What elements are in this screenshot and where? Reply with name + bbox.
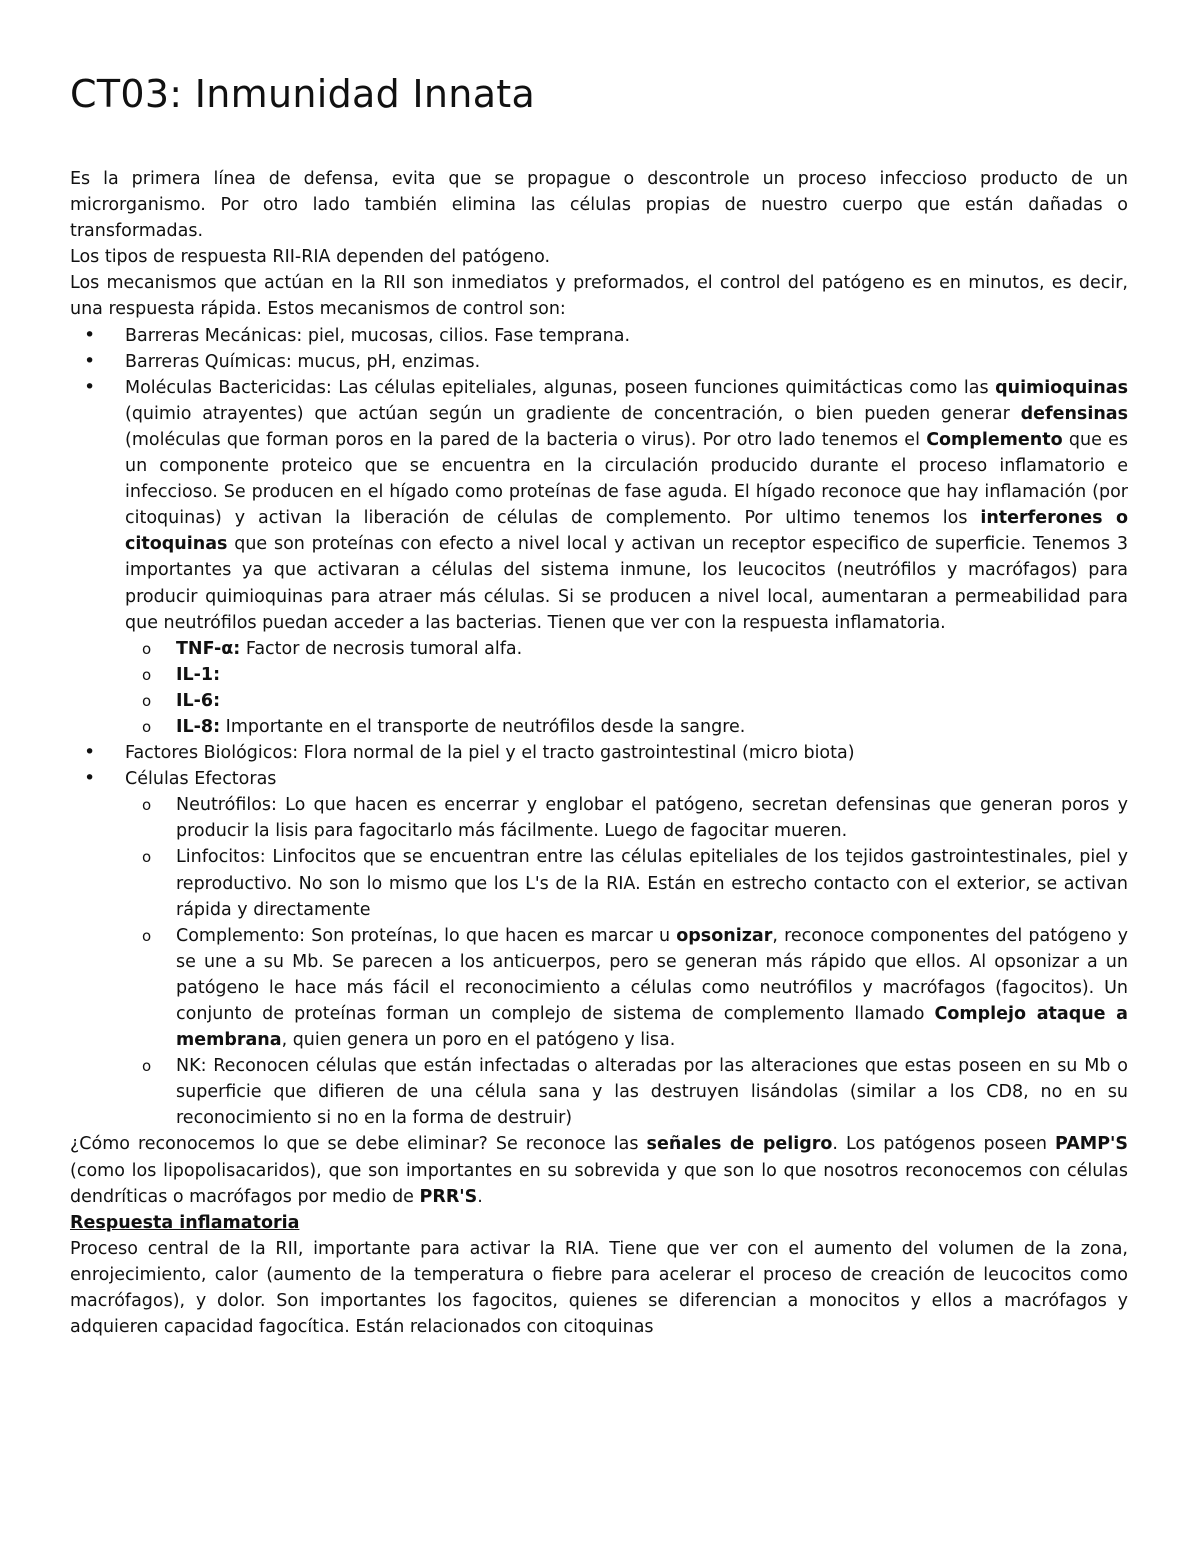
list-item-text [176,639,522,659]
circle-bullet-icon: o [142,848,152,867]
text-run: (moléculas que forman poros en la pared de la bacteria o virus). Por otro lado tenemos el [125,429,927,450]
intro-mechanisms: Los mecanismos que actúan en la RII son inmediatos y preformados, el control del patógeno es en minutos, es decir, una respuesta rápida. Estos mecanismos de control son: [70,273,1128,320]
keyword: TNF-α: [176,638,241,659]
text-run: ¿Cómo reconocemos lo que se debe eliminar? Se reconoce las [70,1134,647,1155]
recognition-paragraph [70,1131,1128,1209]
list-item [70,766,1128,792]
circle-bullet-icon: o [142,1057,152,1076]
keyword: defensinas [1020,403,1128,424]
bullet-icon: • [84,349,96,372]
list-item [70,349,1128,375]
text-run: que son proteínas con efecto a nivel local y activan un receptor especifico de superficie. Tenemos 3 importantes ya que activaran a células del sistema inmune, los leucocitos (neutrófilos y macrófagos) para producir quimioquinas para atraer más células. Si se producen a nivel local, aumentaran a permeabilidad para que neutrófilos puedan acceder a las bacterias. Tienen que ver con la respuesta inflamatoria. [125,534,1128,633]
text-run: . [477,1186,483,1207]
list-item [70,323,1128,349]
sub-list-item [70,844,1128,922]
sub-list-item [70,688,1128,714]
bullet-icon: • [84,375,96,398]
keyword: PRR'S [419,1186,478,1207]
list-item-text: Barreras Químicas: mucus, pH, enzimas. [125,351,481,372]
sub-list-item [70,714,1128,740]
circle-bullet-icon: o [142,926,152,945]
text-run: Factor de necrosis tumoral alfa. [240,638,523,659]
list-item-text [176,691,220,711]
intro-paragraph: Es la primera línea de defensa, evita que se propague o descontrole un proceso infeccioso producto de un microrganismo. Por otro lado también elimina las células propias de nuestro cuerpo que están dañadas o transformadas. [70,169,1128,242]
circle-bullet-icon: o [142,639,152,658]
list-item-text: Barreras Mecánicas: piel, mucosas, cilios. Fase temprana. [125,325,631,346]
list-item-text: Células Efectoras [125,769,277,790]
sub-list-item [70,662,1128,688]
page-title: CT03: Inmunidad Innata [70,72,536,116]
bullet-icon: • [84,767,96,790]
text-run: Neutrófilos: Lo que hacen es encerrar y englobar el patógeno, secretan defensinas que generan poros y producir la lisis para fagocitarlo más fácilmente. Luego de fagocitar mueren. [176,795,1128,842]
list-item [70,740,1128,766]
text-run: , quien genera un poro en el patógeno y lisa. [281,1030,676,1051]
keyword: quimioquinas [995,377,1128,398]
bullet-icon: • [84,741,96,764]
keyword: PAMP'S [1055,1134,1128,1155]
sub-list-item [70,792,1128,844]
text-run: (quimio atrayentes) que actúan según un gradiente de concentración, o bien pueden generar [125,403,1021,424]
text-run: . Los patógenos poseen [832,1134,1056,1155]
bullet-icon: • [84,323,96,346]
keyword: Complejo ataque a membrana [176,1004,1128,1051]
circle-bullet-icon: o [142,717,152,736]
sub-list-item [70,923,1128,1053]
sub-list-item [70,1053,1128,1131]
circle-bullet-icon: o [142,665,152,684]
text-run: NK: Reconocen células que están infectadas o alteradas por las alteraciones que estas poseen en su Mb o superficie que difieren de una célula sana y las destruyen lisándolas (similar a los CD8, no en su reconocimiento si no en la forma de destruir) [176,1056,1128,1129]
keyword: señales de peligro [646,1134,833,1155]
keyword: IL-6: [176,690,221,711]
list-item-text [125,378,1128,633]
text-run: (como los lipopolisacaridos), que son importantes en su sobrevida y que son lo que nosotros reconocemos con células dendríticas o macrófagos por medio de [70,1160,1128,1207]
keyword: Complemento [926,429,1063,450]
list-item-text [176,665,220,685]
text-run: que es un componente proteico que se encuentra en la circulación producido durante el proceso inflamatorio e infeccioso. Se producen en el hígado como proteínas de fase aguda. El hígado reconoce que hay inflamación (por citoquinas) y activan la liberación de células de complemento. Por ultimo tenemos los [125,429,1128,529]
text-run: Linfocitos: Linfocitos que se encuentran entre las células epiteliales de los tejidos gastrointestinales, piel y reproductivo. No son lo mismo que los L's de la RIA. Están en estrecho contacto con el exterior, se activan rápida y directamente [176,847,1128,920]
section-heading: Respuesta inflamatoria [70,1212,300,1233]
keyword: opsonizar [676,925,773,946]
list-item-text [176,1053,1128,1131]
sub-list-item [70,636,1128,662]
list-item-text [176,844,1128,922]
intro-response-types: Los tipos de respuesta RII-RIA dependen del patógeno. [70,247,551,268]
text-run: Moléculas Bactericidas: Las células epiteliales, algunas, poseen funciones quimitácticas como las [125,377,996,398]
keyword: IL-8: [176,716,221,737]
inflammation-paragraph: Proceso central de la RII, importante para activar la RIA. Tiene que ver con el aumento del volumen de la zona, enrojecimiento, calor (aumento de la temperatura o fiebre para acelerar el proceso de creación de leucocitos como macrófagos), y dolor. Son importantes los fagocitos, quienes se diferencian a monocitos y ellos a macrófagos y adquieren capacidad fagocítica. Están relacionados con citoquinas [70,1238,1128,1338]
circle-bullet-icon: o [142,691,152,710]
list-item-text [176,792,1128,844]
list-item-text [176,717,745,737]
text-run: Complemento: Son proteínas, lo que hacen es marcar u [176,925,677,946]
document-page [70,70,1128,1340]
keyword: IL-1: [176,664,221,685]
text-run: Importante en el transporte de neutrófilos desde la sangre. [220,716,746,737]
text-run: , reconoce componentes del patógeno y se une a su Mb. Se parecen a los anticuerpos, pero se generan más rápido que ellos. Al opsonizar a un patógeno le hace más fácil el reconocimiento a células como neutrófilos y macrófagos (fagocitos). Un conjunto de proteínas forman un complejo de sistema de complemento llamado [176,925,1128,1024]
list-item-text: Factores Biológicos: Flora normal de la piel y el tracto gastrointestinal (micro biota) [125,743,855,764]
keyword: interferones o citoquinas [125,508,1128,555]
circle-bullet-icon: o [142,796,152,815]
list-item-text [176,923,1128,1053]
list-item [70,375,1128,636]
